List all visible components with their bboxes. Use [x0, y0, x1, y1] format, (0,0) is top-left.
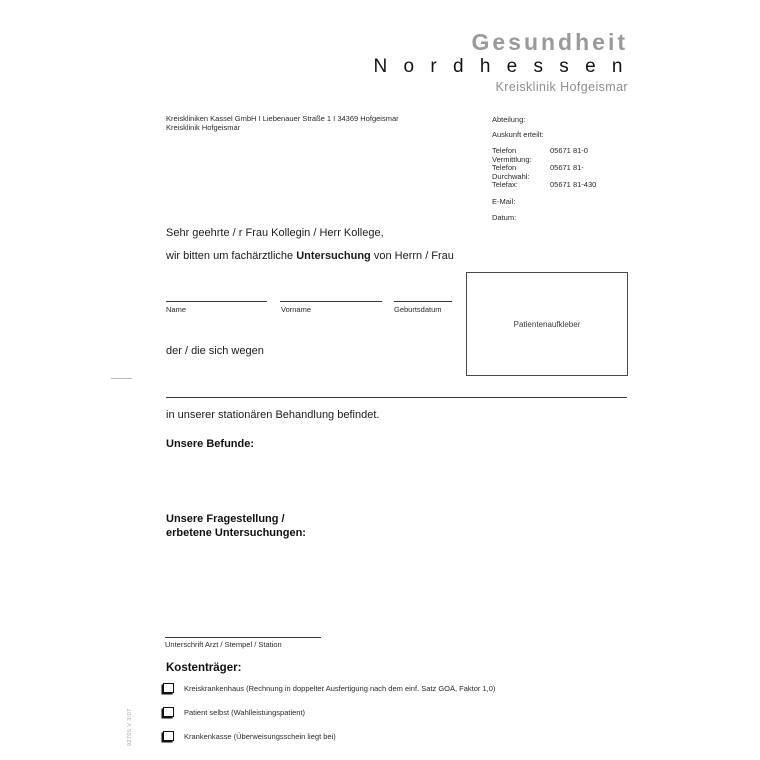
reason-field-line[interactable] — [166, 397, 627, 398]
fold-mark — [111, 378, 132, 379]
contact-row-datum — [492, 214, 642, 223]
request-untersuchung-bold: Untersuchung — [296, 250, 371, 262]
abteilung-value — [550, 116, 642, 125]
auskunft-value — [550, 131, 642, 140]
geburtsdatum-field-label: Geburtsdatum — [394, 305, 442, 314]
telefon-vermittlung-value: 05671 81-0 — [550, 146, 588, 155]
fragestellung-heading — [166, 513, 306, 540]
datum-label: Datum: — [492, 213, 517, 222]
contact-row-abteilung — [492, 116, 642, 125]
wegen-line: der / die sich wegen — [166, 345, 264, 357]
logo-clinic-subtitle: Kreisklinik Hofgeismar — [495, 80, 628, 94]
behandlung-line: in unserer stationären Behandlung befindet. — [166, 409, 380, 421]
patient-selbst-checkbox[interactable] — [163, 707, 174, 717]
telefon-vermittlung-label: Telefon Vermittlung: — [492, 146, 532, 164]
fragestellung-heading-line2: erbetene Untersuchungen: — [166, 526, 306, 539]
contact-info-block — [492, 116, 642, 223]
option-kreiskrankenhaus — [163, 683, 495, 693]
befunde-heading: Unsere Befunde: — [166, 438, 255, 450]
name-field-label: Name — [166, 305, 187, 314]
logo-gesundheit-text: Gesundheit — [471, 29, 628, 55]
contact-row-telefax — [492, 181, 642, 190]
email-label: E-Mail: — [492, 196, 516, 206]
request-line — [166, 250, 454, 262]
salutation-line: Sehr geehrte / r Frau Kollegin / Herr Kollege, — [166, 227, 384, 239]
patient-sticker-box — [466, 272, 628, 376]
fragestellung-heading-line1: Unsere Fragestellung / — [166, 513, 285, 525]
krankenkasse-checkbox[interactable] — [163, 731, 174, 741]
name-field-line[interactable] — [166, 301, 267, 302]
telefax-value: 05671 81-430 — [550, 180, 597, 189]
signature-field-line[interactable] — [165, 637, 321, 638]
sender-line-1: Kreiskliniken Kassel GmbH I Liebenauer Straße 1 I 34369 Hofgeismar — [166, 114, 399, 123]
vorname-field-line[interactable] — [280, 301, 382, 302]
kreiskrankenhaus-label: Kreiskrankenhaus (Rechnung in doppelter Ausfertigung nach dem einf. Satz GOÄ, Faktor 1,0) — [184, 684, 496, 693]
auskunft-label: Auskunft erteilt: — [492, 129, 544, 139]
patient-sticker-label: Patientenaufkleber — [513, 319, 581, 329]
request-prefix: wir bitten um fachärztliche — [166, 250, 297, 262]
sender-line-2: Kreisklinik Hofgeismar — [166, 123, 241, 132]
geburtsdatum-field-line[interactable] — [394, 301, 452, 302]
contact-row-email — [492, 198, 642, 207]
vorname-field-label: Vorname — [281, 305, 312, 314]
contact-row-durchwahl — [492, 164, 642, 181]
krankenkasse-label: Krankenkasse (Überweisungsschein liegt bei) — [184, 732, 336, 741]
option-krankenkasse — [163, 731, 495, 741]
option-patient-selbst — [163, 707, 495, 717]
signature-label: Unterschrift Arzt / Stempel / Station — [165, 640, 282, 649]
abteilung-label: Abteilung: — [492, 115, 526, 124]
telefax-label: Telefax: — [492, 180, 518, 189]
request-suffix: von Herrn / Frau — [370, 250, 454, 262]
form-code: 92705 V 3/07 — [127, 708, 133, 746]
telefon-durchwahl-value: 05671 81- — [550, 163, 584, 172]
contact-row-vermittlung — [492, 147, 642, 164]
sender-address-block — [166, 114, 399, 132]
telefon-durchwahl-label: Telefon Durchwahl: — [492, 163, 530, 181]
datum-value — [550, 214, 642, 223]
email-value — [550, 198, 642, 207]
contact-row-auskunft — [492, 131, 642, 140]
logo-nordhessen-text: N o r d h e s s e n — [373, 56, 628, 77]
kreiskrankenhaus-checkbox[interactable] — [163, 683, 174, 693]
clinic-logo — [374, 31, 628, 94]
patient-selbst-label: Patient selbst (Wahlleistungspatient) — [184, 708, 306, 717]
kostentraeger-heading: Kostenträger: — [166, 662, 242, 674]
kostentraeger-options — [163, 683, 495, 755]
